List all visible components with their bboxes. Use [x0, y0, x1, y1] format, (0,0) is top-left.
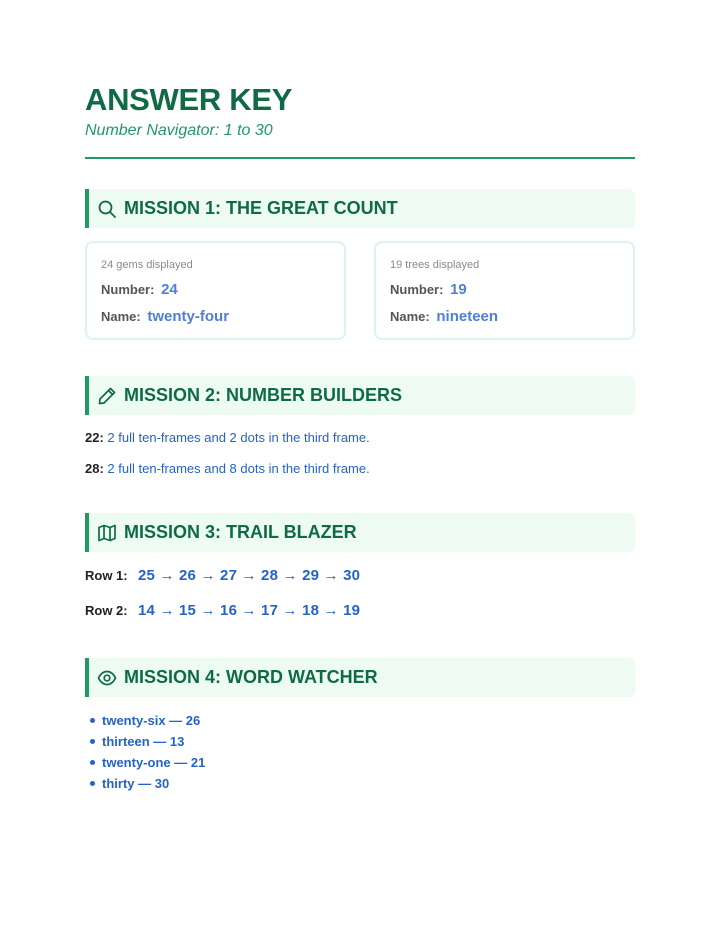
trail-row-label: Row 2: [85, 603, 128, 618]
trail-row-label: Row 1: [85, 568, 128, 583]
number-value: 19 [450, 281, 467, 298]
name-value: twenty-four [147, 308, 230, 325]
number-value: 24 [161, 281, 178, 298]
mission-1-title: MISSION 1: THE GREAT COUNT [124, 198, 398, 218]
builder-item [85, 430, 370, 445]
mission-4-title: MISSION 4: WORD WATCHER [124, 667, 378, 687]
count-card-gems [85, 241, 346, 340]
trail-row [85, 602, 360, 619]
card-number-row [390, 281, 619, 298]
count-card-trees [374, 241, 635, 340]
name-label: Name: [101, 309, 141, 324]
mission-4-header [85, 658, 635, 697]
name-value: nineteen [436, 308, 499, 325]
builder-text: 2 full ten-frames and 2 dots in the third frame. [107, 430, 370, 445]
eye-icon [97, 668, 117, 688]
list-item: thirty — 30 [102, 773, 205, 794]
trail-row [85, 567, 360, 584]
mission-2-header [85, 376, 635, 415]
title-divider [85, 157, 635, 159]
list-item: twenty-six — 26 [102, 710, 205, 731]
builder-item [85, 461, 370, 476]
mission-3-title: MISSION 3: TRAIL BLAZER [124, 522, 357, 542]
card-number-row [101, 281, 330, 298]
map-icon [97, 523, 117, 543]
page-title: ANSWER KEY [85, 82, 293, 117]
mission-3-header [85, 513, 635, 552]
name-label: Name: [390, 309, 430, 324]
word-list [85, 710, 205, 794]
builder-number: 28: [85, 461, 104, 476]
number-label: Number: [101, 282, 155, 297]
list-item: twenty-one — 21 [102, 752, 205, 773]
builder-number: 22: [85, 430, 104, 445]
magnifier-icon [97, 199, 117, 219]
number-label: Number: [390, 282, 444, 297]
list-item: thirteen — 13 [102, 731, 205, 752]
trail-sequence: 25 → 26 → 27 → 28 → 29 → 30 [138, 567, 361, 584]
pencil-icon [97, 386, 117, 406]
mission-2-title: MISSION 2: NUMBER BUILDERS [124, 385, 403, 405]
mission-1-header [85, 189, 635, 228]
trail-sequence: 14 → 15 → 16 → 17 → 18 → 19 [138, 602, 361, 619]
card-name-row [390, 308, 619, 325]
card-caption: 19 trees displayed [390, 259, 480, 271]
builder-text: 2 full ten-frames and 8 dots in the third frame. [107, 461, 370, 476]
card-caption: 24 gems displayed [101, 259, 193, 271]
card-name-row [101, 308, 330, 325]
page-subtitle: Number Navigator: 1 to 30 [85, 122, 273, 139]
